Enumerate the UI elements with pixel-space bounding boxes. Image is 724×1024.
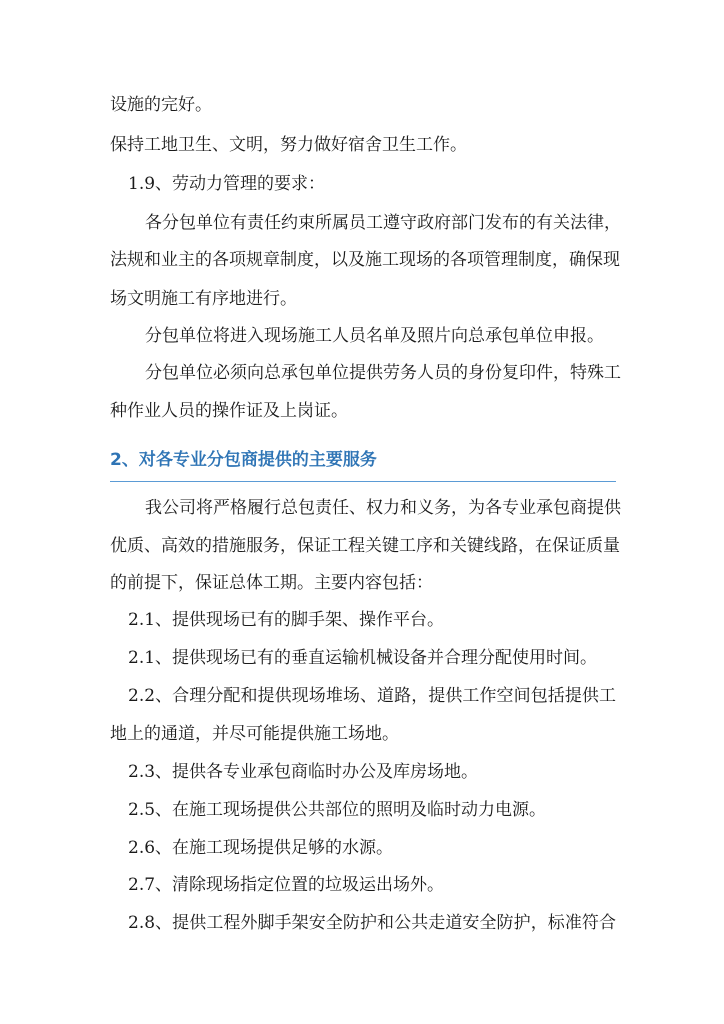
paragraph-line: 设施的完好。: [110, 95, 212, 115]
list-item: 2.5、在施工现场提供公共部位的照明及临时动力电源。: [128, 800, 547, 820]
heading-underline: [110, 481, 616, 482]
list-item: 2.7、清除现场指定位置的垃圾运出场外。: [128, 875, 445, 895]
paragraph-line: 种作业人员的操作证及上岗证。: [110, 401, 348, 421]
paragraph-line: 场文明施工有序地进行。: [110, 289, 297, 309]
list-item: 2.1、提供现场已有的垂直运输机械设备并合理分配使用时间。: [128, 648, 598, 668]
list-item: 2.1、提供现场已有的脚手架、操作平台。: [128, 610, 445, 630]
paragraph-line: 我公司将严格履行总包责任、权力和义务，为各专业承包商提供: [145, 498, 621, 518]
section-item: 1.9、劳动力管理的要求：: [128, 174, 326, 194]
paragraph-line: 优质、高效的措施服务，保证工程关键工序和关键线路，在保证质量: [110, 536, 620, 556]
section-heading: 2、对各专业分包商提供的主要服务: [110, 450, 377, 470]
paragraph-line: 法规和业主的各项规章制度，以及施工现场的各项管理制度，确保现: [110, 250, 620, 270]
list-item: 2.2、合理分配和提供现场堆场、道路，提供工作空间包括提供工: [128, 686, 616, 706]
list-item-continuation: 地上的通道，并尽可能提供施工场地。: [110, 724, 399, 744]
paragraph-line: 各分包单位有责任约束所属员工遵守政府部门发布的有关法律，: [145, 213, 621, 233]
paragraph-line: 分包单位必须向总承包单位提供劳务人员的身份复印件，特殊工: [145, 363, 621, 383]
paragraph-line: 保持工地卫生、文明，努力做好宿舍卫生工作。: [110, 135, 467, 155]
list-item: 2.6、在施工现场提供足够的水源。: [128, 838, 394, 858]
paragraph-line: 的前提下，保证总体工期。主要内容包括：: [110, 573, 433, 593]
list-item: 2.3、提供各专业承包商临时办公及库房场地。: [128, 762, 479, 782]
list-item: 2.8、提供工程外脚手架安全防护和公共走道安全防护，标准符合: [128, 913, 616, 933]
paragraph-line: 分包单位将进入现场施工人员名单及照片向总承包单位申报。: [145, 326, 604, 346]
